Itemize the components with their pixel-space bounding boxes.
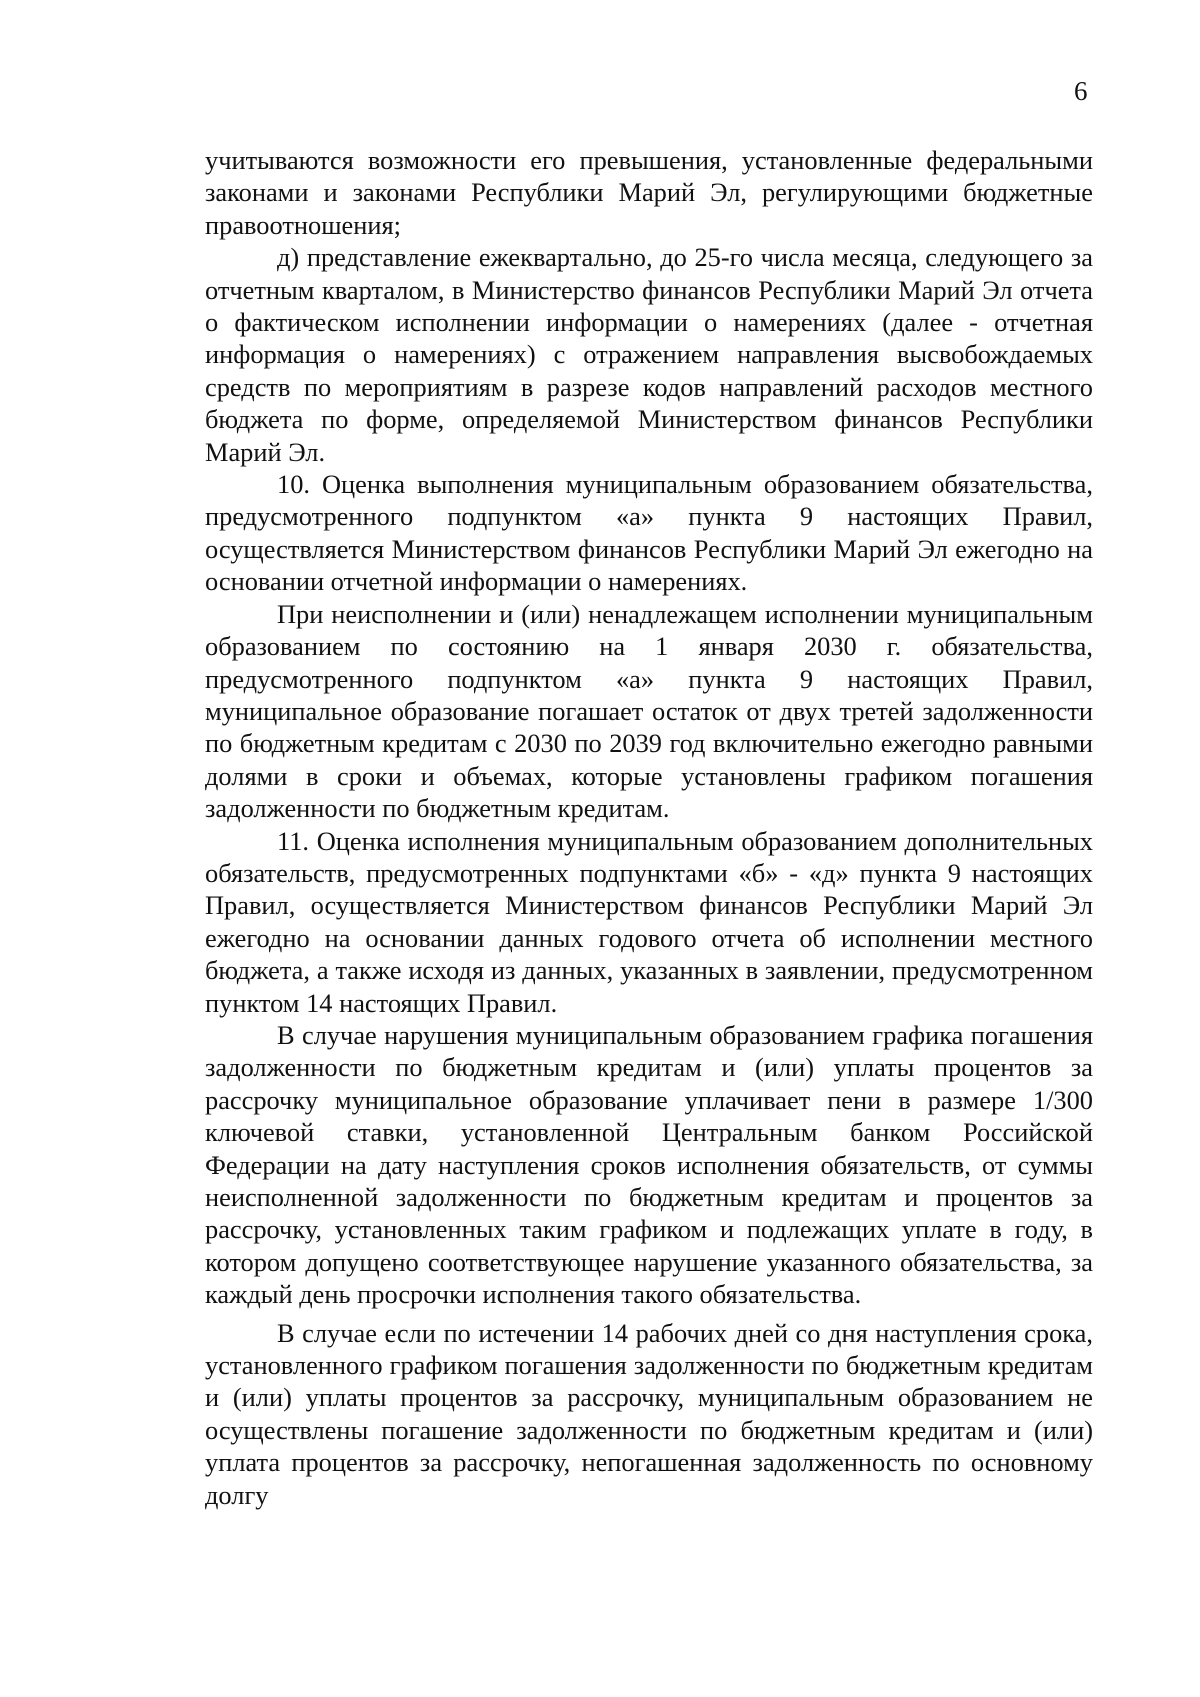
paragraph-11-overdue: В случае если по истечении 14 рабочих дней со дня наступления срока, установленного графиком погашения задолженности по бюджетным кредитам и (или) уплаты процентов за рассрочку, муниципальным образованием не осуществлены погашение задолженности по бюджетным кредитам и (или) уплата процентов за рассрочку, непогашенная задолженность по основному долгу	[205, 1317, 1093, 1510]
paragraph-11: 11. Оценка исполнения муниципальным образованием дополнительных обязательств, предусмотренных подпунктами «б» - «д» пункта 9 настоящих Правил, осуществляется Министерством финансов Республики Марий Эл ежегодно на основании данных годового отчета об исполнении местного бюджета, а также исходя из данных, указанных в заявлении, предусмотренном пунктом 14 настоящих Правил.	[205, 825, 1093, 1018]
paragraph-10: 10. Оценка выполнения муниципальным образованием обязательства, предусмотренного подпунктом «а» пункта 9 настоящих Правил, осуществляется Министерством финансов Республики Марий Эл ежегодно на основании отчетной информации о намерениях.	[205, 469, 1093, 597]
paragraph-continuation: учитываются возможности его превышения, установленные федеральными законами и законами Республики Марий Эл, регулирующими бюджетные правоотношения;	[205, 145, 1093, 240]
paragraph-11-penalty: В случае нарушения муниципальным образованием графика погашения задолженности по бюджетным кредитам и (или) уплаты процентов за рассрочку муниципальное образование уплачивает пени в размере 1/300 ключевой ставки, установленной Центральным банком Российской Федерации на дату наступления сроков исполнения обязательств, от суммы неисполненной задолженности по бюджетным кредитам и процентов за рассрочку, установленных таким графиком и подлежащих уплате в году, в котором допущено соответствующее нарушение указанного обязательства, за каждый день просрочки исполнения такого обязательства.	[205, 1019, 1093, 1310]
page-number: 6	[1074, 76, 1088, 106]
paragraph-10-failure: При неисполнении и (или) ненадлежащем исполнении муниципальным образованием по состоянию на 1 января 2030 г. обязательства, предусмотренного подпунктом «а» пункта 9 настоящих Правил, муниципальное образование погашает остаток от двух третей задолженности по бюджетным кредитам с 2030 по 2039 год включительно ежегодно равными долями в сроки и объемах, которые установлены графиком погашения задолженности по бюджетным кредитам.	[205, 598, 1093, 824]
document-body	[205, 144, 1093, 1511]
paragraph-item-d: д) представление ежеквартально, до 25-го числа месяца, следующего за отчетным кварталом, в Министерство финансов Республики Марий Эл отчета о фактическом исполнении информации о намерениях (далее - отчетная информация о намерениях) с отражением направления высвобождаемых средств по мероприятиям в разрезе кодов направлений расходов местного бюджета по форме, определяемой Министерством финансов Республики Марий Эл.	[205, 242, 1093, 467]
